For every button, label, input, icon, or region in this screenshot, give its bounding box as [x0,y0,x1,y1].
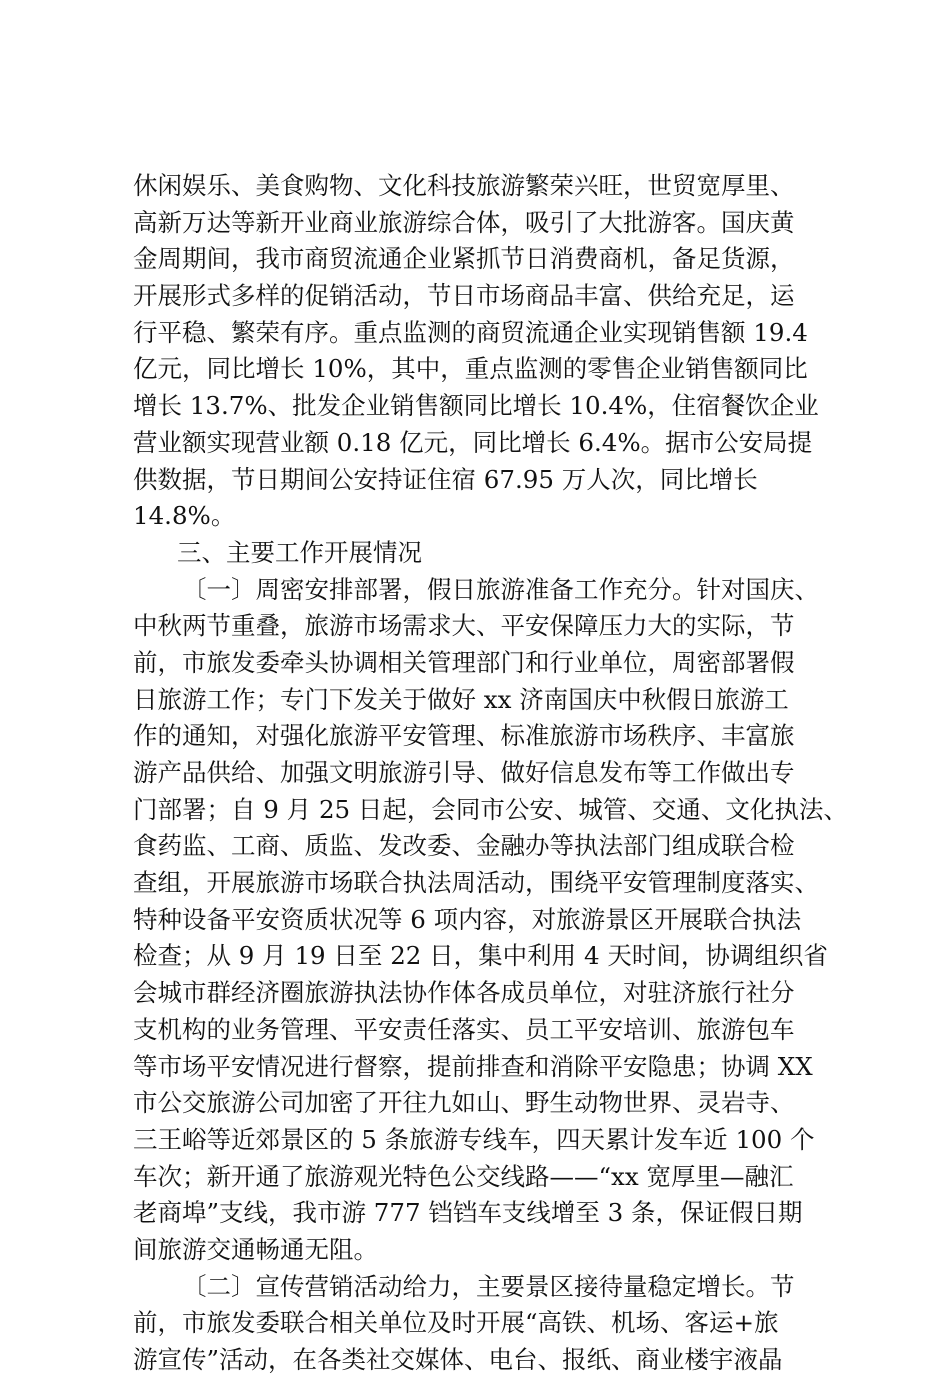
text-line: 增长 13.7%、批发企业销售额同比增长 10.4%，住宿餐饮企业 [133,391,819,421]
text-line: 金周期间，我市商贸流通企业紧抓节日消费商机，备足货源， [133,244,795,274]
text-line: 营业额实现营业额 0.18 亿元，同比增长 6.4%。据市公安局提 [133,427,813,457]
text-line: 检查；从 9 月 19 日至 22 日，集中利用 4 天时间，协调组织省 [133,941,828,971]
section-heading: 三、主要工作开展情况 [177,537,422,567]
text-line: 14.8%。 [133,501,236,531]
text-line: 查组，开展旅游市场联合执法周活动，围绕平安管理制度落实、 [133,868,819,898]
text-line: 三王峪等近郊景区的 5 条旅游专线车，四天累计发车近 100 个 [133,1124,815,1154]
text-line: 作的通知，对强化旅游平安管理、标准旅游市场秩序、丰富旅 [133,721,795,751]
text-line: 日旅游工作；专门下发关于做好 xx 济南国庆中秋假日旅游工 [133,684,789,714]
text-line: 中秋两节重叠，旅游市场需求大、平安保障压力大的实际，节 [133,611,795,641]
text-line: 车次；新开通了旅游观光特色公交线路——“xx 宽厚里—融汇 [133,1161,794,1191]
text-line: 亿元，同比增长 10%，其中，重点监测的零售企业销售额同比 [133,354,808,384]
text-line: 老商埠”支线，我市游 777 铛铛车支线增至 3 条，保证假日期 [133,1198,803,1228]
text-line: 休闲娱乐、美食购物、文化科技旅游繁荣兴旺，世贸宽厚里、 [133,171,795,200]
body-text [133,168,848,1379]
text-line: 游宣传”活动，在各类社交媒体、电台、报纸、商业楼宇液晶 [133,1345,783,1374]
text-line: 门部署；自 9 月 25 日起，会同市公安、城管、交通、文化执法、 [133,794,848,824]
text-line: 食药监、工商、质监、发改委、金融办等执法部门组成联合检 [133,831,795,861]
paragraph-start: 〔一〕周密安排部署，假日旅游准备工作充分。针对国庆、 [182,574,819,604]
text-line: 高新万达等新开业商业旅游综合体，吸引了大批游客。国庆黄 [133,207,795,237]
text-line: 开展形式多样的促销活动，节日市场商品丰富、供给充足，运 [133,281,795,311]
text-line: 行平稳、繁荣有序。重点监测的商贸流通企业实现销售额 19.4 [133,317,808,347]
text-line: 前，市旅发委牵头协调相关管理部门和行业单位，周密部署假 [133,647,795,677]
paragraph-start: 〔二〕宣传营销活动给力，主要景区接待量稳定增长。节 [182,1271,795,1301]
text-line: 供数据，节日期间公安持证住宿 67.95 万人次，同比增长 [133,464,758,494]
text-line: 市公交旅游公司加密了开往九如山、野生动物世界、灵岩寺、 [133,1088,795,1118]
text-line: 间旅游交通畅通无阻。 [133,1234,378,1264]
text-line: 会城市群经济圈旅游执法协作体各成员单位，对驻济旅行社分 [133,978,795,1008]
text-line: 等市场平安情况进行督察，提前排查和消除平安隐患；协调 XX [133,1051,813,1081]
text-line: 前，市旅发委联合相关单位及时开展“高铁、机场、客运+旅 [133,1308,779,1338]
text-line: 支机构的业务管理、平安责任落实、员工平安培训、旅游包车 [133,1014,795,1044]
text-line: 特种设备平安资质状况等 6 项内容，对旅游景区开展联合执法 [133,904,802,934]
text-line: 游产品供给、加强文明旅游引导、做好信息发布等工作做出专 [133,758,795,787]
